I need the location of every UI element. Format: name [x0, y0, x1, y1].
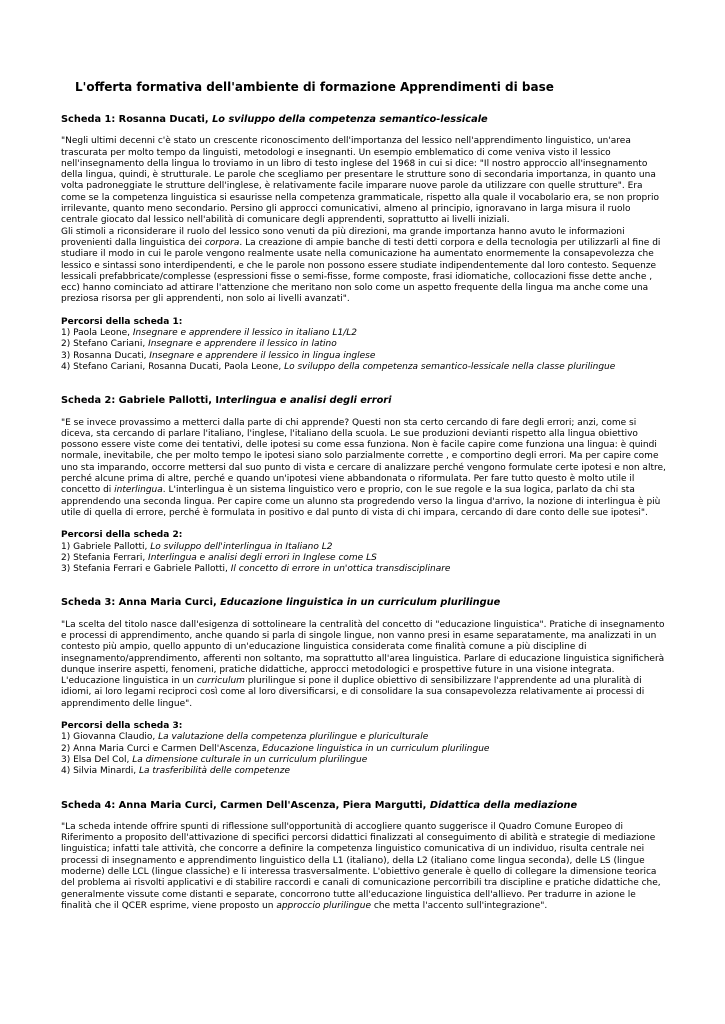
text-run: Insegnare e apprendere il lessico in latino — [148, 339, 337, 350]
section — [61, 800, 667, 913]
section — [61, 114, 667, 373]
text-run: Scheda 2: Gabriele Pallotti, I — [61, 395, 220, 407]
text-run: Interlingua e analisi degli errori in Inglese come LS — [148, 552, 377, 563]
paragraph — [61, 136, 667, 226]
list-item — [61, 351, 667, 362]
text-run: plurilingue si pone il duplice obiettivo di sensibilizzare l'apprendente ad una pluralità di idiomi, ai loro legami reciproci così come al loro diversificarsi, e di consolidare la sua consapevolezza relativamente ai processi di apprendimento delle lingue". — [61, 676, 645, 709]
text-run: 1) Paola Leone, — [61, 328, 133, 339]
text-run: Il concetto di errore in un'ottica transdisciplinare — [230, 564, 451, 575]
text-run: Educazione linguistica in un curriculum plurilingue — [262, 743, 490, 754]
text-run: interlingua — [114, 485, 163, 496]
list-item — [61, 553, 667, 564]
text-run: Scheda 1: Rosanna Ducati, — [61, 114, 213, 125]
text-run: 1) Gabriele Pallotti, — [61, 541, 151, 552]
text-run: La dimensione culturale in un curriculum plurilingue — [132, 754, 368, 765]
section-paragraphs — [61, 620, 667, 710]
paragraph — [61, 418, 667, 520]
list-item — [61, 732, 667, 743]
text-run: 2) Anna Maria Curci e Carmen Dell'Ascenza, — [61, 743, 263, 754]
percorsi-heading: Percorsi della scheda 1: — [61, 316, 183, 327]
text-run: 3) Elsa Del Col, — [61, 754, 133, 765]
text-run: 3) Rosanna Ducati, — [61, 350, 150, 361]
list-item — [61, 744, 667, 755]
paragraph — [61, 620, 667, 710]
text-run: curriculum — [196, 676, 245, 687]
section-paragraphs — [61, 136, 667, 305]
section — [61, 395, 667, 575]
text-run: 2) Stefania Ferrari, — [61, 552, 149, 563]
section-paragraphs — [61, 822, 667, 912]
page-title: L'offerta formativa dell'ambiente di formazione Apprendimenti di base — [75, 80, 554, 94]
text-run: corpora — [204, 237, 240, 248]
percorsi-heading: Percorsi della scheda 3: — [61, 721, 183, 732]
text-run: La valutazione della competenza plurilingue e pluriculturale — [158, 732, 429, 743]
paragraph — [61, 227, 667, 306]
text-run: 1) Giovanna Claudio, — [61, 732, 159, 743]
text-run: Insegnare e apprendere il lessico in lingua inglese — [149, 350, 376, 361]
percorsi-list — [61, 732, 667, 777]
text-run: "La scelta del titolo nasce dall'esigenza di sottolineare la centralità del concetto di "educazione linguistica". Pratiche di insegnamento e processi di apprendimento, anche quando si parla di singole lingue, non vanno presi in esame separatamente, ma analizzati in un contesto più ampio, quello appunto di un'educazione linguistica considerata come finalità comune a più discipline di insegnamento/apprendimento, afferenti non soltanto, ma soprattutto all'area linguistica. Parlare di educazione linguistica significherà dunque inserire aspetti, fenomeni, pratiche didattiche, approcci metodologici e prospettive future in una visione integrata. L'educazione linguistica in un — [61, 619, 665, 687]
text-run: 3) Stefania Ferrari e Gabriele Pallotti, — [61, 564, 231, 575]
text-run: Lo sviluppo dell'interlingua in Italiano L2 — [150, 541, 333, 552]
text-run: "E se invece provassimo a metterci dalla parte di chi apprende? Questi non sta certo cercando di fare degli errori; anzi, come si diceva, sta cercando di parlare l'italiano, l'inglese, l'italiano della scuola. Le sue produzioni devianti rispetto alla lingua obiettivo possono essere viste come dei tentativi, delle ipotesi su come essa funziona. Non è facile capire come funziona una lingua: è quindi normale, inevitabile, che per molto tempo le ipotesi siano solo parzialmente corrette , e comportino degli errori. Ma per capire come uno sta imparando, occorre mettersi dal suo punto di vista e cercare di analizzare perché vengono formulate certe ipotesi e non altre, perché alcune prima di altre, perché e quando un'ipotesi viene abbandonata o riformulata. Per fare tutto questo è molto utile il concetto di — [61, 417, 666, 496]
text-run: 4) Silvia Minardi, — [61, 766, 139, 777]
text-run: approccio plurilingue — [276, 900, 372, 911]
list-item — [61, 564, 667, 575]
text-run: . La creazione di ampie banche di testi detti corpora e della tecnologia per utilizzarli al fine di studiare il modo in cui le parole vengono realmente usate nella comunicazione ha aumentato enormemente la consapevolezza che lessico e sintassi sono interdipendenti, e che le parole non possono essere studiate indipendentemente dal loro contesto. Sequenze lessicali prefabbricate/complesse (espressioni fisse o semi-fisse, forme composte, frasi idiomatiche, collocazioni fisse dette anche , ecc) hanno cominciato ad attirare l'attenzione che meritano non solo come un aspetto frequente della lingua ma anche come una preziosa risorsa per gli apprendenti, non solo ai livelli avanzati". — [61, 237, 661, 305]
section-heading — [61, 597, 667, 608]
text-run: "Negli ultimi decenni c'è stato un crescente riconoscimento dell'importanza del lessico nell'apprendimento linguistico, un'area trascurata per molto tempo da linguisti, metodologi e insegnanti. Un esempio emblematico di come veniva visto il lessico nell'insegnamento della lingua lo troviamo in un libro di testo inglese del 1968 in cui si dice: "Il nostro approccio all'insegnamento della lingua, quindi, è strutturale. Le parole che scegliamo per presentare le strutture sono di secondaria importanza, in quanto una volta padroneggiate le strutture dell'inglese, è relativamente facile imparare nuove parole da utilizzare con quelle strutture". Era come se la competenza linguistica si esaurisse nella competenza grammaticale, rispetto alla quale il vocabolario era, se non proprio irrilevante, quanto meno secondario. Persino gli approcci comunicativi, almeno al principio, ignoravano in larga misura il ruolo centrale giocato dal lessico nell'abilità di comunicare degli apprendenti, soprattutto ai livelli iniziali. — [61, 136, 659, 226]
section — [61, 597, 667, 777]
text-run: Lo sviluppo della competenza semantico-lessicale — [212, 114, 488, 125]
list-item — [61, 766, 667, 777]
section-paragraphs — [61, 418, 667, 520]
text-run: 2) Stefano Cariani, — [61, 339, 149, 350]
percorsi-heading: Percorsi della scheda 2: — [61, 530, 183, 541]
percorsi-list — [61, 328, 667, 373]
text-run: Educazione linguistica in un curriculum plurilingue — [220, 597, 501, 609]
text-run: Insegnare e apprendere il lessico in italiano L1/L2 — [132, 328, 357, 339]
section-heading — [61, 395, 667, 406]
sections-container — [61, 114, 667, 912]
text-run: . L'interlingua è un sistema linguistico vero e proprio, con le sue regole e la sua logica, parlato da chi sta apprendendo una seconda lingua. Per capire come un alunno sta progredendo verso la lingua d'arrivo, la nozione di interlingua è più utile di quella di errore, perché è formulata in positivo e dal punto di vista di chi impara, cercando di dare conto delle sue ipotesi". — [61, 485, 661, 518]
text-run: Lo sviluppo della competenza semantico-lessicale nella classe plurilingue — [284, 361, 616, 372]
text-run: nterlingua e analisi degli errori — [219, 395, 392, 407]
list-item — [61, 755, 667, 766]
percorsi-list — [61, 542, 667, 576]
text-run: Scheda 4: Anna Maria Curci, Carmen Dell'Ascenza, Piera Margutti, — [61, 799, 430, 811]
text-run: Scheda 3: Anna Maria Curci, — [61, 597, 221, 609]
text-run: "La scheda intende offrire spunti di riflessione sull'opportunità di accogliere quanto suggerisce il Quadro Comune Europeo di Riferimento a proposito dell'attivazione di specifici percorsi didattici finalizzati al conseguimento di abilità e strategie di mediazione linguistica; infatti tale attività, che concorre a definire la competenza linguistico comunicativa di un individuo, risulta centrale nei processi di insegnamento e apprendimento linguistico della L1 (italiano), della L2 (italiano come lingua seconda), delle LS (lingue moderne) delle LCL (lingue classiche) e li interessa trasversalmente. L'obiettivo generale è quello di collegare la dimensione teorica del problema ai risvolti applicativi e di stabilire raccordi e canali di comunicazione percorribili tra discipline e pratiche didattiche che, generalmente vissute come distanti e separate, concorrono tutte all'educazione linguistica dell'allievo. Per tradurre in azione le finalità che il QCER esprime, viene proposto un — [61, 821, 661, 911]
list-item — [61, 542, 667, 553]
list-item — [61, 362, 667, 373]
list-item — [61, 339, 667, 350]
text-run: Gli stimoli a riconsiderare il ruolo del lessico sono venuti da più direzioni, ma grande importanza hanno avuto le informazioni provenienti dalla linguistica dei — [61, 226, 625, 248]
paragraph — [61, 822, 667, 912]
section-heading — [61, 800, 667, 811]
text-run: 4) Stefano Cariani, Rosanna Ducati, Paola Leone, — [61, 361, 285, 372]
section-heading — [61, 114, 667, 125]
text-run: La trasferibilità delle competenze — [138, 766, 290, 777]
text-run: Didattica della mediazione — [429, 799, 578, 811]
list-item — [61, 328, 667, 339]
text-run: che metta l'accento sull'integrazione". — [371, 900, 548, 911]
